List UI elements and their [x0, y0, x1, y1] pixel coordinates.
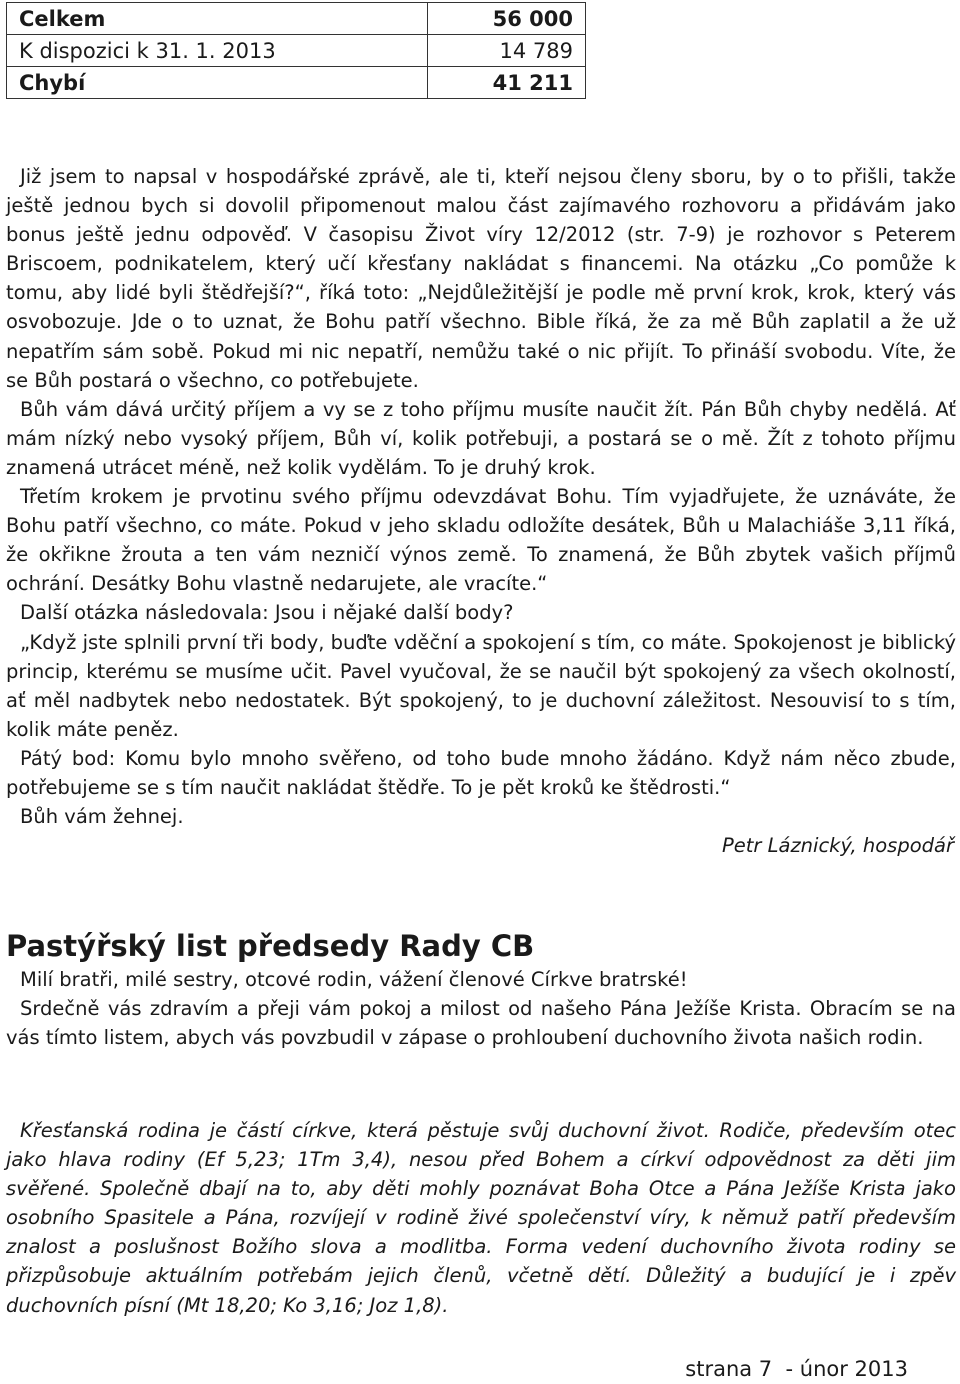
row-value: 41 211: [428, 67, 586, 99]
row-value: 56 000: [428, 3, 586, 35]
article-body: [6, 162, 956, 860]
table-row: [7, 35, 586, 67]
paragraph: Třetím krokem je prvotinu svého příjmu odevzdávat Bohu. Tím vyjadřujete, že uznáváte, že Bohu patří všechno, co máte. Pokud v jeho skladu odložíte desátek, Bůh u Malachiáše 3,11 říká, že okřikne žrouta a ten vám nezničí výnos země. To znamená, že Bůh zbytek vašich příjmů ochrání. Desátky Bohu vlastně nedarujete, ale vracíte.“: [6, 485, 956, 596]
paragraph: Již jsem to napsal v hospodářské zprávě, ale ti, kteří nejsou členy sboru, by o to přišli, takže ještě jednou bych si dovolil připomenout malou část zajímavého rozhovoru a přidávám jako bonus ještě jednu odpověď. V časopisu Život víry 12/2012 (str. 7-9) je rozhovor s Peterem Briscoem, podnikatelem, který učí křesťany nakládat s financemi. Na otázku „Co pomůže k tomu, aby lidé byli štědřejší?“, říká toto: „Nejdůležitější je podle mě první krok, krok, který vás osvobozuje. Jde o to uznat, že Bohu patří všechno. Bible říká, že za mě Bůh zaplatil a že už nepatřím sám sobě. Pokud mi nic nepatří, nemůžu také o nic přijít. To přináší svobodu. Víte, že se Bůh postará o všechno, co potřebujete.: [6, 165, 956, 392]
paragraph: Další otázka následovala: Jsou i nějaké další body?: [20, 601, 514, 625]
paragraph: Srdečně vás zdravím a přeji vám pokoj a milost od našeho Pána Ježíše Krista. Obracím se na vás tímto listem, abych vás povzbudil v zápase o prohloubení duchovního života našich rodin.: [6, 997, 956, 1050]
paragraph: Milí bratři, milé sestry, otcové rodin, vážení členové Církve bratrské!: [20, 968, 688, 991]
row-label: Celkem: [7, 3, 428, 35]
paragraph: Bůh vám žehnej.: [20, 805, 184, 829]
table-row: [7, 67, 586, 99]
letter-title: Pastýřský list předsedy Rady CB: [6, 929, 535, 963]
table-row: [7, 3, 586, 35]
paragraph: Bůh vám dává určitý příjem a vy se z toho příjmu musíte naučit žít. Pán Bůh chyby nedělá. Ať mám nízký nebo vysoký příjem, Bůh ví, kolik potřebuji, a postará se o mě. Žít z tohoto příjmu znamená utrácet méně, než kolik vydělám. To je druhý krok.: [6, 397, 956, 479]
paragraph: „Když jste splnili první tři body, buďte vděční a spokojení s tím, co máte. Spokojenost je biblický princip, kterému se musíme učit. Pavel vyučoval, že se naučil být spokojený za všech okolností, ať měl nadbytek nebo nedostatek. Být spokojený, to je duchovní záležitost. Nesouvisí to s tím, kolik máte peněz.: [6, 630, 956, 741]
row-label: Chybí: [7, 67, 428, 99]
letter-italic-section: [6, 1116, 956, 1320]
finance-summary-table: [6, 2, 586, 99]
author-signature: Petr Láznický, hospodář: [722, 834, 954, 858]
row-value: 14 789: [428, 35, 586, 67]
page-footer: strana 7 - únor 2013: [685, 1357, 908, 1381]
row-label: K dispozici k 31. 1. 2013: [7, 35, 428, 67]
paragraph: Pátý bod: Komu bylo mnoho svěřeno, od toho bude mnoho žádáno. Když nám něco zbude, potřebujeme se s tím naučit nakládat štědře. To je pět kroků ke štědrosti.“: [6, 746, 956, 799]
paragraph: Křesťanská rodina je částí církve, která pěstuje svůj duchovní život. Rodiče, především otec jako hlava rodiny (Ef 5,23; 1Tm 3,4), nesou před Bohem a církví odpovědnost za děti jim svěřené. Společně dbají na to, aby děti mohly poznávat Boha Otce a Pána Ježíše Krista jako osobního Spasitele a Pána, rozvíjejí v rodině živé společenství víry, k němuž patří především znalost a poslušnost Božího slova a modlitba. Forma vedení duchovního života rodiny se přizpůsobuje aktuálním potřebám jejich členů, včetně dětí. Důležitý a budující je i zpěv duchovních písní (Mt 18,20; Ko 3,16; Joz 1,8).: [6, 1119, 956, 1317]
letter-intro: [6, 965, 956, 1052]
